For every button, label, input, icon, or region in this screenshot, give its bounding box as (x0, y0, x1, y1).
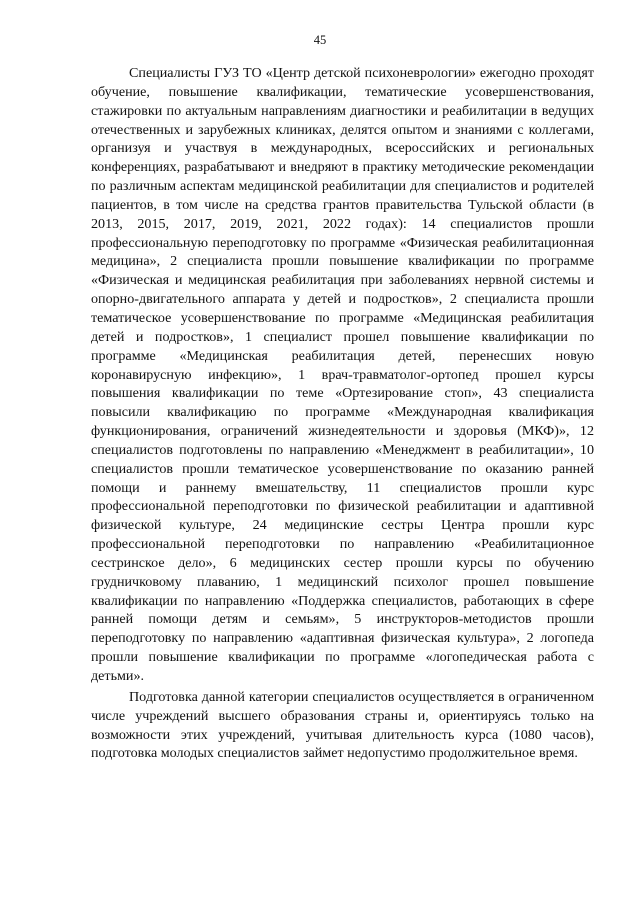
page-number: 45 (313, 33, 327, 47)
paragraph-staff-training: Специалисты ГУЗ ТО «Центр детской психоневрологии» ежегодно проходят обучение, повышение квалификации, тематические усовершенствования, стажировки по актуальным направлениям диагностики и реабилитации в ведущих отечественных и зарубежных клиниках, делятся опытом и знаниями с коллегами, организуя и участвуя в международных, всероссийских и региональных конференциях, разрабатывают и внедряют в практику методические рекомендации по различным аспектам медицинской реабилитации для специалистов и родителей пациентов, в том числе на средства грантов правительства Тульской области (в 2013, 2015, 2017, 2019, 2021, 2022 годах): 14 специалистов прошли профессиональную переподготовку по программе «Физическая реабилитационная медицина», 2 специалиста прошли повышение квалификации по программе «Физическая и медицинская реабилитация при заболеваниях нервной системы и опорно-двигательного аппарата у детей и подростков», 2 специалиста прошли тематическое усовершенствование по программе «Медицинская реабилитация детей и подростков», 1 специалист прошел повышение квалификации по программе «Медицинская реабилитация детей, перенесших новую коронавирусную инфекцию», 1 врач-травматолог-ортопед прошел курсы повышения квалификации по теме «Ортезирование стоп», 43 специалиста повысили квалификацию по программе «Международная квалификация функционирования, ограничений жизнедеятельности и здоровья (МКФ)», 12 специалистов подготовлены по направлению «Менеджмент в реабилитации», 10 специалистов прошли тематическое усовершенствование по оказанию ранней помощи и раннему вмешательству, 11 специалистов прошли курс профессиональной переподготовки по физической реабилитации и адаптивной физической культуре, 24 медицинские сестры Центра прошли курс профессиональной переподготовки по направлению «Реабилитационное сестринское дело», 6 медицинских сестер прошли курсы по обучению грудничковому плаванию, 1 медицинский психолог прошел повышение квалификации по направлению «Поддержка специалистов, работающих в сфере ранней помощи детям и семьям», 5 инструкторов-методистов прошли переподготовку по направлению «адаптивная физическая культура», 2 логопеда прошли повышение квалификации по программе «логопедическая работа с детьми». (91, 65, 594, 684)
document-body (91, 64, 594, 763)
paragraph-training-limits: Подготовка данной категории специалистов осуществляется в ограниченном числе учреждений высшего образования страны и, ориентируясь только на возможности этих учреждений, учитывая длительность курса (1080 часов), подготовка молодых специалистов займет недопустимо продолжительное время. (91, 688, 594, 762)
